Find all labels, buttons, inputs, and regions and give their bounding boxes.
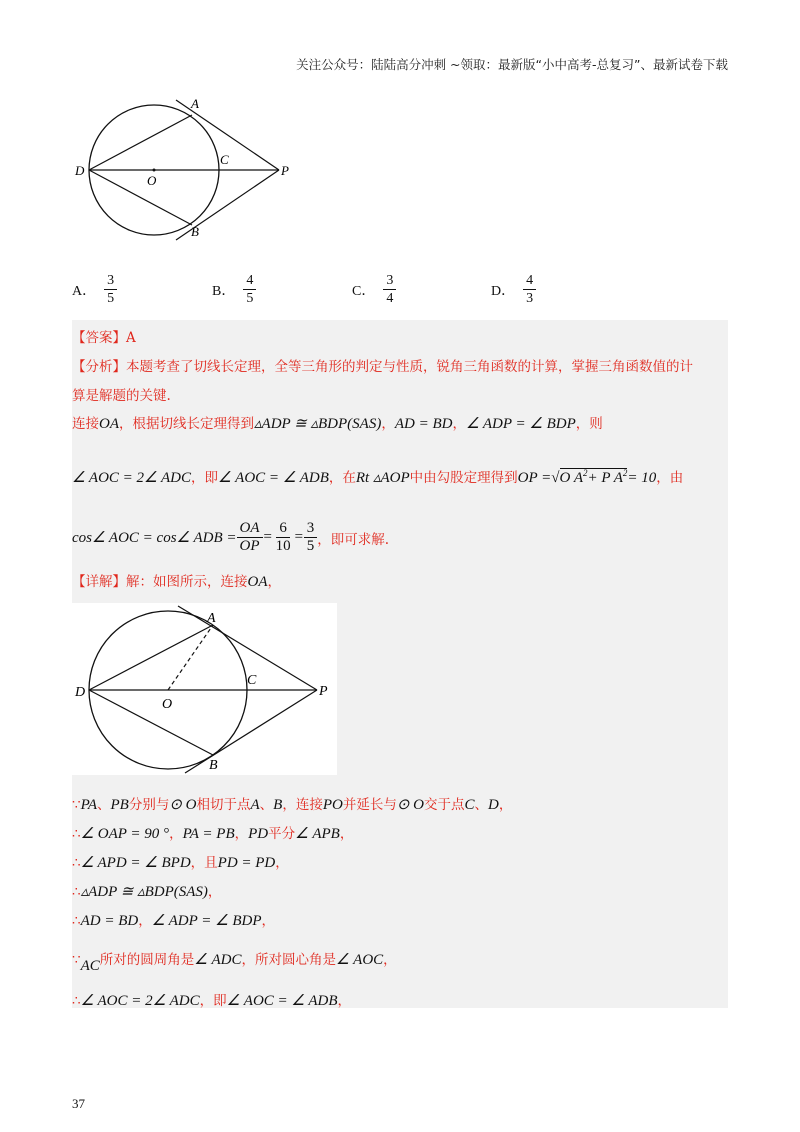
denominator: 5 — [246, 291, 254, 306]
label-o: O — [147, 173, 157, 188]
text: ，即可求解. — [317, 531, 390, 548]
option-fraction — [243, 272, 256, 307]
option-label: D． — [491, 283, 516, 299]
math: OP = — [517, 470, 552, 486]
math: Rt ▵AOP — [355, 470, 410, 486]
math: ∠ AOC = ∠ ADB — [226, 993, 338, 1009]
detail-text: 解：如图所示，连接 — [126, 574, 248, 590]
math: PA — [80, 797, 97, 813]
math: ∠ OAP = 90 ° — [80, 826, 170, 842]
text: 连接 — [72, 416, 99, 432]
text: ∴ — [72, 884, 81, 900]
label-d: D — [75, 685, 86, 700]
denominator: 5 — [306, 538, 315, 554]
geometry-figure-top — [72, 95, 302, 245]
text: ， — [207, 884, 222, 900]
page-header: 关注公众号：陆陆高分冲刺 ~领取：最新版“小中高考-总复习”、最新试卷下载 — [296, 57, 728, 72]
text: 分别与 — [128, 797, 170, 813]
option-a[interactable] — [72, 272, 117, 307]
proof-line-2 — [72, 822, 353, 843]
answer-line — [72, 326, 136, 346]
text: ∴ — [72, 826, 81, 842]
proof-line-6 — [72, 948, 397, 974]
segment-da — [89, 115, 192, 170]
step-line-1 — [72, 412, 603, 433]
label-c: C — [247, 673, 257, 688]
denominator: 5 — [107, 291, 115, 306]
fraction — [273, 520, 294, 555]
math: C — [464, 797, 475, 813]
math: 2 — [583, 468, 588, 478]
numerator: 3 — [104, 272, 117, 290]
text: ，根据切线长定理得到 — [119, 416, 254, 432]
text: ∵ — [72, 797, 81, 813]
text: ， — [234, 826, 249, 842]
text: ∴ — [72, 993, 81, 1009]
numerator: 3 — [383, 272, 396, 290]
math: ∠ ADC — [194, 952, 242, 968]
option-d[interactable] — [491, 272, 536, 307]
math: 2 — [622, 468, 628, 478]
option-fraction — [523, 272, 536, 307]
analysis-text: 本题考查了切线长定理，全等三角形的判定与性质，锐角三角函数的计算，掌握三角函数值的计 — [126, 359, 693, 375]
label-a: A — [191, 96, 199, 111]
label-o: O — [162, 697, 173, 712]
math: ∠ AOC — [335, 952, 384, 968]
numerator: 4 — [243, 272, 256, 290]
option-label: C． — [352, 283, 376, 299]
math: OA — [247, 574, 268, 590]
label-b: B — [191, 224, 199, 239]
center-dot — [153, 169, 156, 172]
analysis-line-2: 算是解题的关键. — [72, 388, 171, 404]
sqrt-body — [560, 468, 628, 486]
option-fraction — [383, 272, 396, 307]
text: ， — [381, 416, 395, 432]
option-label: A． — [72, 283, 97, 299]
text: ， — [169, 826, 183, 842]
label-b: B — [209, 758, 218, 773]
numerator: 3 — [304, 520, 318, 538]
math: ∠ AOC = 2∠ ADC — [72, 470, 191, 486]
text: 所对的圆周角是 — [99, 952, 195, 968]
numerator: 4 — [523, 272, 536, 290]
math: ∠ ADP = ∠ BDP — [465, 416, 576, 432]
text: 相切于点 — [196, 797, 251, 813]
text: 中由勾股定理得到 — [409, 470, 518, 486]
math: ∠ APD = ∠ BPD — [80, 855, 191, 871]
option-c[interactable] — [352, 272, 396, 307]
denominator: 3 — [526, 291, 534, 306]
math: ▵ADP ≅ ▵BDP(SAS) — [254, 416, 382, 432]
proof-line-5 — [72, 909, 275, 930]
text: 并延长与 — [342, 797, 397, 813]
math: = 10 — [627, 470, 657, 486]
math: D — [488, 797, 499, 813]
detail-line — [72, 570, 281, 591]
math: ∠ APB — [295, 826, 340, 842]
math: ▵ADP ≅ ▵BDP(SAS) — [80, 884, 208, 900]
numerator: 6 — [276, 520, 290, 538]
fraction — [237, 520, 263, 555]
proof-line-7 — [72, 989, 351, 1010]
segment-oa-dashed — [168, 625, 213, 690]
text: 、 — [259, 797, 274, 813]
text: 平分 — [268, 826, 296, 842]
math: = — [293, 529, 304, 545]
answer-value: A — [126, 330, 136, 346]
label-p: P — [281, 163, 289, 178]
math: PO — [322, 797, 343, 813]
page-number: 37 — [72, 1096, 85, 1111]
math: AD = BD — [394, 416, 453, 432]
text: 、 — [97, 797, 111, 813]
math: PD — [248, 826, 269, 842]
math: PB — [110, 797, 129, 813]
tangent-pb — [185, 690, 317, 773]
text: 、 — [474, 797, 488, 813]
text: ，即 — [190, 470, 218, 486]
option-fraction — [104, 272, 117, 307]
math: O A — [559, 470, 583, 486]
text: ， — [267, 574, 281, 590]
segment-db — [89, 170, 192, 225]
text: ，且 — [190, 855, 218, 871]
label-a: A — [207, 611, 216, 626]
text: ， — [337, 993, 351, 1009]
proof-line-4 — [72, 880, 221, 901]
math: ⊙ O — [169, 797, 197, 813]
text: ，由 — [656, 470, 684, 486]
text: ，即 — [199, 993, 227, 1009]
text: 交于点 — [423, 797, 465, 813]
denominator: 10 — [275, 538, 291, 554]
math: PD = PD — [217, 855, 276, 871]
text: ， — [339, 826, 354, 842]
label-c: C — [220, 152, 229, 167]
proof-line-1 — [72, 793, 512, 814]
text: ， — [498, 797, 513, 813]
text: ∴ — [72, 855, 81, 871]
fraction — [304, 520, 318, 555]
text: ，在 — [328, 470, 356, 486]
step-line-2: ∠ AOC = 2∠ ADC，即∠ AOC = ∠ ADB，在Rt ▵AOP中由勾股定理得到OP =√O $A^2+ P$ $A^2= 10$，由 — [72, 468, 684, 486]
math: AD = BD — [80, 913, 139, 929]
text: ， — [261, 913, 276, 929]
text: ， — [383, 952, 397, 968]
math: ∠ AOC = 2∠ ADC — [80, 993, 200, 1009]
option-b[interactable] — [212, 272, 256, 307]
proof-line-3 — [72, 851, 289, 872]
denominator: 4 — [386, 291, 394, 306]
step-line-3 — [72, 520, 389, 555]
math: OA — [99, 416, 119, 432]
detail-tag: 【详解】 — [72, 574, 126, 590]
text: ，则 — [575, 416, 603, 432]
math: + P A — [587, 470, 623, 486]
analysis-line-1 — [72, 355, 693, 375]
label-d: D — [75, 163, 85, 178]
option-label: B． — [212, 283, 236, 299]
analysis-tag: 【分析】 — [72, 359, 126, 375]
numerator: OA — [237, 520, 263, 538]
math: ∠ AOC = ∠ ADB — [217, 470, 329, 486]
answer-options — [72, 272, 732, 316]
segment-da — [89, 625, 213, 690]
text: ，连接 — [282, 797, 323, 813]
math: A — [250, 797, 260, 813]
math: AC — [80, 958, 100, 974]
text: ， — [138, 913, 152, 929]
denominator: OP — [239, 538, 260, 554]
text: ，所对圆心角是 — [241, 952, 336, 968]
segment-db — [89, 690, 213, 755]
text: ， — [452, 416, 466, 432]
math: = — [262, 529, 273, 545]
geometry-figure-detail — [72, 603, 337, 775]
math: cos∠ AOC = cos∠ ADB = — [72, 530, 237, 546]
answer-tag: 【答案】 — [72, 330, 126, 346]
text: ∴ — [72, 913, 81, 929]
math: B — [273, 797, 283, 813]
math: ⊙ O — [396, 797, 424, 813]
label-p: P — [319, 684, 328, 699]
math: ∠ ADP = ∠ BDP — [151, 913, 262, 929]
math: PA = PB — [182, 826, 235, 842]
text: ∵ — [72, 952, 81, 968]
text: ， — [275, 855, 289, 871]
